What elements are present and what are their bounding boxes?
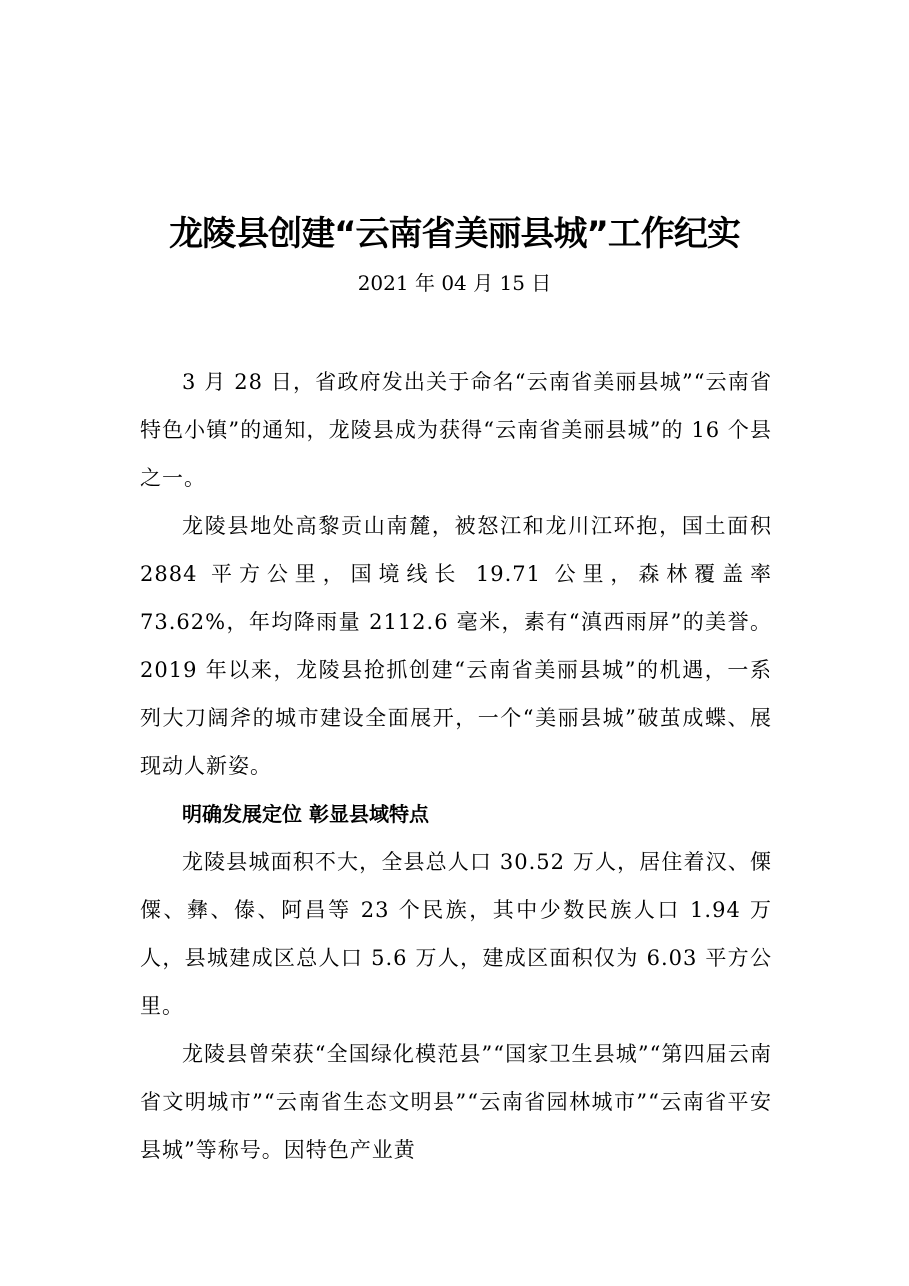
document-body xyxy=(140,358,772,1174)
paragraph-overview: 龙陵县地处高黎贡山南麓，被怒江和龙川江环抱，国土面积 2884 平方公里，国境线长 19.71 公里，森林覆盖率 73.62%，年均降雨量 2112.6 毫米，素有“滇西雨屏”的美誉。2019 年以来，龙陵县抢抓创建“云南省美丽县城”的机遇，一系列大刀阔斧的城市建设全面展开，一个“美丽县城”破茧成蝶、展现动人新姿。 xyxy=(140,514,772,778)
paragraph-intro: 3 月 28 日，省政府发出关于命名“云南省美丽县城”“云南省特色小镇”的通知，龙陵县成为获得“云南省美丽县城”的 16 个县之一。 xyxy=(140,370,772,490)
document-title: 龙陵县创建“云南省美丽县城”工作纪实 xyxy=(169,214,740,254)
section-heading: 明确发展定位 彰显县域特点 xyxy=(182,802,429,826)
paragraph-population: 龙陵县城面积不大，全县总人口 30.52 万人，居住着汉、傈僳、彝、傣、阿昌等 23 个民族，其中少数民族人口 1.94 万人，县城建成区总人口 5.6 万人，建成区面积仅为 6.03 平方公里。 xyxy=(140,850,772,1018)
paragraph-honors: 龙陵县曾荣获“全国绿化模范县”“国家卫生县城”“第四届云南省文明城市”“云南省生态文明县”“云南省园林城市”“云南省平安县城”等称号。因特色产业黄 xyxy=(140,1042,772,1162)
document-date: 2021 年 04 月 15 日 xyxy=(357,271,552,295)
